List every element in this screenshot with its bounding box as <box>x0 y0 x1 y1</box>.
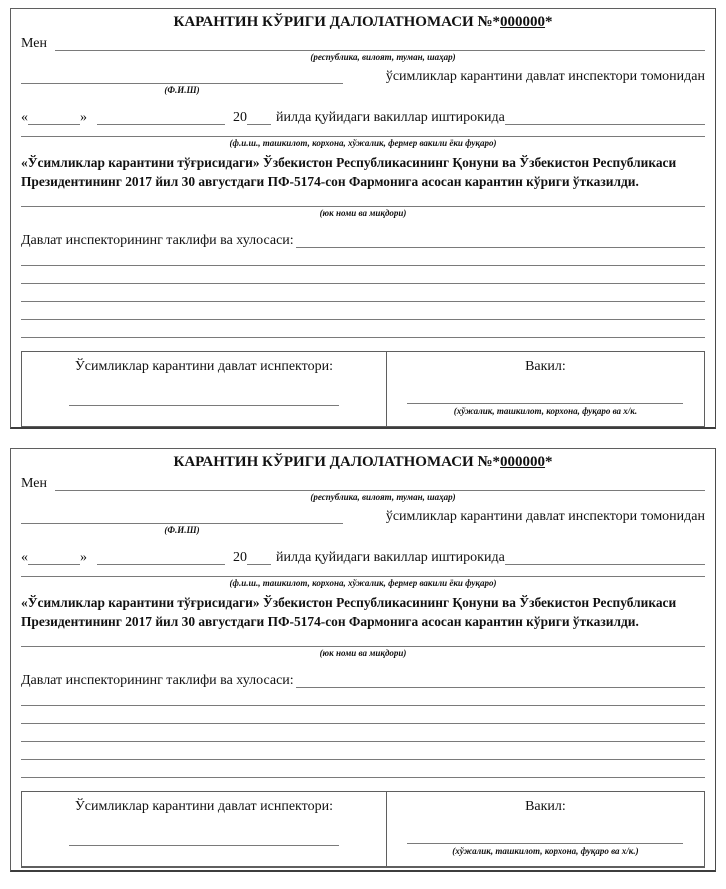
month-field-line[interactable] <box>97 111 225 125</box>
act-number: 000000 <box>500 14 546 30</box>
conclusion-writing-line-3[interactable] <box>21 284 705 302</box>
form-title-suffix: * <box>545 14 553 30</box>
inspector-header: Ўсимликлар карантини давлат иснпектори: <box>74 799 333 814</box>
representative-signature-line[interactable] <box>407 403 683 404</box>
inspector-signature-line[interactable] <box>69 845 338 846</box>
participants-field-line[interactable] <box>505 551 705 565</box>
quote-close: » <box>80 110 87 125</box>
law-paragraph: «Ўсимликлар карантини тўғрисидаги» Ўзбекистон Республикасининг Қонуни ва Ўзбекистон Республикаси Президентининг 2017 йил 30 августдаги ПФ-5174-сон Фармонига асосан карантин кўриги ўтказилди. <box>21 595 677 629</box>
region-caption: (республика, вилоят, туман, шаҳар) <box>310 52 456 62</box>
cargo-field-line[interactable] <box>21 633 705 647</box>
form-title-suffix: * <box>545 454 553 470</box>
day-field-line[interactable] <box>28 111 80 125</box>
cargo-caption: (юк номи ва миқдори) <box>319 648 407 658</box>
region-field-line[interactable] <box>55 477 705 491</box>
participants-phrase: йилда қуйидаги вакиллар иштирокида <box>276 550 505 565</box>
representative-signature-cell <box>387 352 704 426</box>
act-number: 000000 <box>500 454 546 470</box>
representative-signature-cell <box>387 792 704 866</box>
day-field-line[interactable] <box>28 551 80 565</box>
inspector-phrase: ўсимликлар карантини давлат инспектори томонидан <box>385 69 705 84</box>
inspector-signature-cell <box>22 352 387 426</box>
quote-close: » <box>80 550 87 565</box>
conclusion-writing-line-2[interactable] <box>21 706 705 724</box>
quote-open: « <box>21 110 28 125</box>
region-field-line[interactable] <box>55 37 705 51</box>
participants-field-line[interactable] <box>505 111 705 125</box>
form-title-text: КАРАНТИН КЎРИГИ ДАЛОЛАТНОМАСИ №* <box>173 14 501 30</box>
form-title <box>21 9 705 34</box>
region-caption: (республика, вилоят, туман, шаҳар) <box>310 492 456 502</box>
participants-caption: (ф.и.ш., ташкилот, корхона, хўжалик, фермер вакили ёки фуқаро) <box>229 578 497 588</box>
conclusion-writing-line-5[interactable] <box>21 320 705 338</box>
quarantine-act-form-2 <box>10 448 716 872</box>
inspector-signature-cell <box>22 792 387 866</box>
representative-signature-line[interactable] <box>407 843 683 844</box>
conclusion-writing-line-4[interactable] <box>21 302 705 320</box>
inspector-phrase: ўсимликлар карантини давлат инспектори томонидан <box>385 509 705 524</box>
conclusion-writing-line-1[interactable] <box>21 688 705 706</box>
inspector-signature-line[interactable] <box>69 405 338 406</box>
conclusion-field-line[interactable] <box>296 674 705 688</box>
representative-caption: (хўжалик, ташкилот, корхона, фуқаро ва х/к. <box>453 406 638 416</box>
month-field-line[interactable] <box>97 551 225 565</box>
year-prefix: 20 <box>233 550 247 565</box>
inspector-header: Ўсимликлар карантини давлат иснпектори: <box>74 359 333 374</box>
signature-table <box>21 351 705 428</box>
conclusion-writing-line-2[interactable] <box>21 266 705 284</box>
fio-caption: (Ф.И.Ш) <box>164 85 200 95</box>
participants-caption: (ф.и.ш., ташкилот, корхона, хўжалик, фермер вакили ёки фуқаро) <box>229 138 497 148</box>
men-label: Мен <box>21 476 47 491</box>
conclusion-field-line[interactable] <box>296 234 705 248</box>
representative-header: Вакил: <box>525 799 566 814</box>
conclusion-writing-line-1[interactable] <box>21 248 705 266</box>
fio-field-line[interactable] <box>21 510 343 524</box>
fio-caption: (Ф.И.Ш) <box>164 525 200 535</box>
quarantine-act-form-1 <box>10 8 716 429</box>
participants-detail-line[interactable] <box>21 565 705 577</box>
participants-detail-line[interactable] <box>21 125 705 137</box>
year-field-line[interactable] <box>247 111 271 125</box>
conclusion-writing-line-5[interactable] <box>21 760 705 778</box>
form-title <box>21 449 705 474</box>
signature-table <box>21 791 705 868</box>
representative-header: Вакил: <box>525 359 566 374</box>
participants-phrase: йилда қуйидаги вакиллар иштирокида <box>276 110 505 125</box>
year-field-line[interactable] <box>247 551 271 565</box>
conclusion-writing-line-3[interactable] <box>21 724 705 742</box>
representative-caption: (хўжалик, ташкилот, корхона, фуқаро ва х/к.) <box>452 846 639 856</box>
cargo-caption: (юк номи ва миқдори) <box>319 208 407 218</box>
conclusion-label: Давлат инспекторининг таклифи ва хулосаси: <box>21 233 294 248</box>
conclusion-label: Давлат инспекторининг таклифи ва хулосаси: <box>21 673 294 688</box>
conclusion-writing-line-4[interactable] <box>21 742 705 760</box>
men-label: Мен <box>21 36 47 51</box>
form-title-text: КАРАНТИН КЎРИГИ ДАЛОЛАТНОМАСИ №* <box>173 454 501 470</box>
quote-open: « <box>21 550 28 565</box>
fio-field-line[interactable] <box>21 70 343 84</box>
law-paragraph: «Ўсимликлар карантини тўғрисидаги» Ўзбекистон Республикасининг Қонуни ва Ўзбекистон Республикаси Президентининг 2017 йил 30 августдаги ПФ-5174-сон Фармонига асосан карантин кўриги ўтказилди. <box>21 155 677 189</box>
cargo-field-line[interactable] <box>21 193 705 207</box>
year-prefix: 20 <box>233 110 247 125</box>
